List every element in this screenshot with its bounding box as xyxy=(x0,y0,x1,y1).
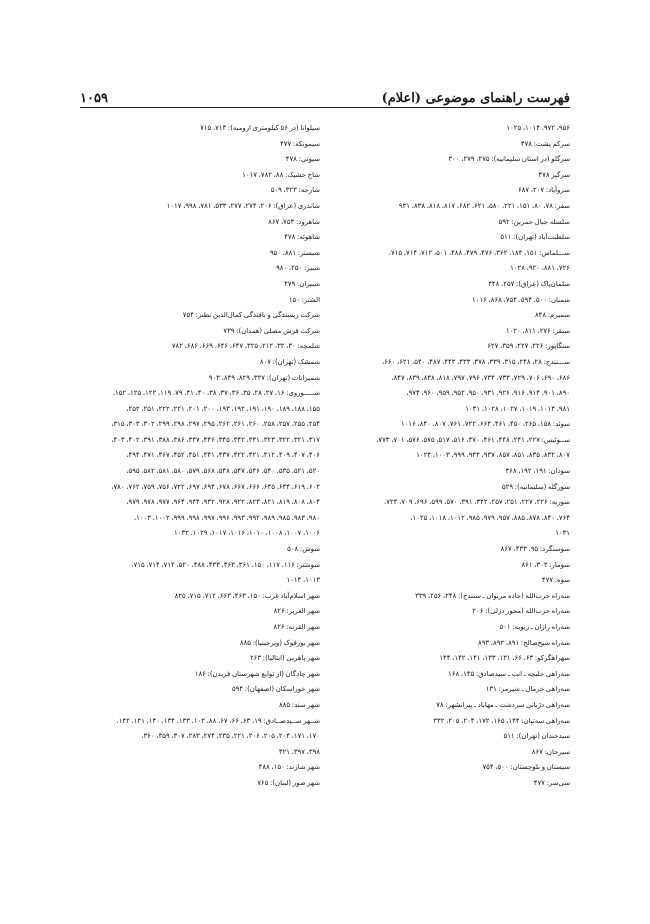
index-entry: سه‌راه حزب‌الله (محور دزلی): ۲۰۶ xyxy=(472,607,570,616)
index-entry: سه‌راهی حلبچه ـ انب ـ سیدصادق: ۱۴۵، ۱۶۸ xyxy=(448,669,570,678)
index-entry: ۸۰۴، ۸۰۸، ۸۱۹، ۸۲۱، ۸۲۳، ۹۲۲، ۹۲۸، ۹۳۲، ۹۴۴، ۹۶۴، ۹۷۷، ۹۷۸، ۹۷۹، xyxy=(126,498,320,507)
index-entry: سلطنت‌آباد (تهران): ۵۱۱ xyxy=(500,233,570,242)
index-entry: الشتر: ۱۵۰ xyxy=(288,295,320,304)
index-entry: سنقر: ۲۷۶، ۸۱۱، ۱۰۲۰ xyxy=(505,326,570,335)
index-entry: ۷۶۴، ۸۴۰، ۸۷۸، ۸۸۵، ۹۵۷، ۹۷۹، ۹۸۵، ۱۰۱۲، ۱۰۱۸، ۱۰۲۵، xyxy=(410,513,570,522)
index-entry: ۸۹۰، ۹۰۱، ۹۱۴، ۹۱۶، ۹۲۶، ۹۳۱، ۹۵۰، ۹۵۲، ۹۵۹، ۹۶۰، ۹۷۴، xyxy=(406,389,570,398)
index-entry: شمیرانات (تهران): ۳۲۷، ۸۲۹، ۸۴۹، ۹۰۳ xyxy=(208,373,320,382)
index-entry: ۴۰۶، ۴۰۷، ۴۰۹، ۴۱۲، ۴۲۱، ۴۲۲، ۴۳۷، ۴۴۱، ۴۵۱، ۴۵۲، ۴۶۷، ۴۷۱، ۴۹۴، xyxy=(126,451,320,460)
index-entry: سلمان‌پاک (عراق): ۲۵۷، ۴۴۸ xyxy=(488,279,570,288)
index-entry: شرکت ریسندگی و بافندگی کمال‌الدین نطنز: ۷۵۴ xyxy=(182,311,320,320)
index-entry: ۱۰۳۱ xyxy=(555,529,570,538)
index-entry: سه‌راه رازان ـ زیویه: ۵۰۱ xyxy=(499,623,570,631)
index-entry: سیرجان: ۸۶۷ xyxy=(531,747,570,756)
index-entry: شهر خوراسکان (اصفهان): ۵۹۴ xyxy=(231,685,320,694)
index-entry: شبیر: ۲۵۰، ۹۸۰ xyxy=(276,264,320,273)
index-entry: سیمونکه: ۴۷۷ xyxy=(280,139,320,148)
index-entry: شبیران: ۴۷۹ xyxy=(284,279,320,288)
index-entry: شاخ خشیک: ۸۸، ۷۸۲، ۱۰۱۷ xyxy=(242,170,320,179)
index-entry: سروآباد: ۲۰۷، ۶۸۷ xyxy=(517,186,570,195)
index-entry: سوسنگرد: ۹۵، ۴۳۳، ۸۶۷ xyxy=(500,545,570,554)
index-entry: ۵۲۰، ۵۲۱، ۵۳۵، ۵۴۰، ۵۴۶، ۵۴۷، ۵۴۸، ۵۶۸، ۵۷۹، ۵۸۰، ۵۸۱، ۵۸۲، ۵۹۵، xyxy=(126,467,320,476)
index-entry: شمشک (تهران): ۸۰۷ xyxy=(259,357,320,366)
index-entry: ۶۸۶، ۶۹۰، ۷۰۶، ۷۲۹، ۷۳۳، ۷۳۴، ۷۹۶، ۷۹۷، ۸۱۸، ۸۳۸، ۸۳۹، ۸۴۷، xyxy=(391,373,570,382)
index-entry: سرکم پشت: ۴۷۸ xyxy=(520,139,570,148)
index-entry: ۷۲۶، ۸۸۱، ۹۲۰، ۱۰۲۸ xyxy=(510,264,570,273)
page-title: فهرست راهنمای موضوعی (اعلام) xyxy=(381,91,570,106)
index-entry: سوریه: ۲۲۶، ۲۲۷، ۲۵۱، ۲۵۷، ۳۴۲، ۳۹۱، ۵۷۰، ۵۹۹، ۶۹۶، ۷۰۹، ۷۲۴، xyxy=(384,498,570,507)
index-entry: سلسله جبال حمرین: ۵۹۲ xyxy=(498,217,570,226)
index-entry: ســـنندج: ۲۸، ۲۴۸، ۳۱۵، ۳۳۹، ۳۷۸، ۴۳۳، ۴۴۳، ۴۸۷، ۵۴۰، ۶۲۱، ۶۶۰، xyxy=(381,357,570,366)
index-entry: ۸۰۷، ۸۳۲، ۸۳۵، ۸۵۱، ۸۵۷، ۹۳۷، ۹۴۴، ۹۹۹، ۱۰۰۳، ۱۰۲۴ xyxy=(416,451,570,460)
index-entry: شهر صور (لبنان): ۷۶۵ xyxy=(257,778,320,787)
index-entry: شاهرود: ۷۵۴، ۸۶۷ xyxy=(268,217,320,226)
index-entry: سه‌راه شیخ‌صالح: ۸۹۱، ۸۹۲، ۸۹۳ xyxy=(478,638,570,647)
index-entry: سنگاپور: ۲۲۶، ۲۲۷، ۳۵۹، ۶۲۷ xyxy=(487,342,570,351)
index-entry: ۹۸۱، ۱۰۱۴، ۱۰۱۹، ۱۰۲۷، ۱۰۲۸، ۱۰۳۱ xyxy=(465,404,570,413)
index-entry: ســـلماس: ۱۵۱، ۱۸۴، ۳۶۲، ۴۷۶، ۴۷۹، ۴۸۸، ۵۰۱، ۷۱۲، ۷۱۴، ۷۱۵، xyxy=(388,248,570,257)
page-number: ۱۰۵۹ xyxy=(80,91,108,106)
index-entry: سودان: ۱۹۱، ۱۹۲، ۴۶۸ xyxy=(505,467,570,476)
index-entry: ۲۵۴، ۲۵۵، ۲۵۷، ۲۵۸، ۲۶۰، ۲۶۱، ۲۶۲، ۲۹۵، ۲۹۷، ۲۹۸، ۲۹۹، ۳۰۲، ۳۰۳، ۳۱۵، xyxy=(111,420,320,429)
index-entry: شهر اسلام‌آباد غرب: ۱۵۰، ۴۶۳، ۶۶۳، ۷۱۲، ۷۱۵، ۸۲۵ xyxy=(174,591,320,600)
index-entry: سی‌سر: ۴۷۷ xyxy=(533,778,570,787)
index-column-right xyxy=(330,121,570,792)
index-entry: شوشتر: ۱۱۶، ۱۱۷، ۱۵۰، ۳۶۱، ۳۶۳، ۴۳۳، ۴۸۸، ۵۲۰، ۷۱۲، ۷۱۴، ۷۱۵، xyxy=(131,560,320,569)
index-entry: شوش: ۵۰۸ xyxy=(287,545,320,554)
index-entry: شهر پاهریی (ایتالیا): ۲۶۳ xyxy=(249,654,320,663)
page-header xyxy=(80,84,570,106)
index-entry: شـــــوروی: ۱۶، ۲۷، ۲۸، ۳۵، ۳۶، ۳۷، ۳۸، ۴۰، ۴۱، ۷۹، ۱۱۹، ۱۲۲، ۱۲۵، ۱۵۲، xyxy=(112,389,320,398)
index-entry: شاهوئه: ۴۷۸ xyxy=(284,233,320,242)
index-entry: سومار: ۳۰۳، ۸۶۱ xyxy=(521,560,570,569)
index-entry: سمیرم: ۸۴۸ xyxy=(534,311,570,320)
index-entry: شــهر ســیدصــادق: ۱۹، ۶۳، ۶۶، ۶۷، ۸۸، ۱۰۲، ۱۳۳، ۱۳۴، ۱۴۰، ۱۴۱، ۱۴۲، xyxy=(116,716,320,725)
index-entry: سیونی: ۴۷۸ xyxy=(285,155,320,164)
index-entry: سیدخندان (تهران): ۵۱۱ xyxy=(503,732,570,741)
index-entry: ۱۰۱۳، ۱۰۱۴ xyxy=(286,576,320,585)
index-entry: شهر بورفوک (ویرجینیا): ۸۸۵ xyxy=(239,638,320,647)
index-entry: سه‌راهی سه‌تپان: ۱۴۴، ۱۶۵، ۱۷۲، ۲۰۴، ۲۰۵، ۳۳۲ xyxy=(433,716,570,725)
index-entry: سرگلو (در استان سلیمانیه): ۲۷۵، ۲۷۹، ۳۰۰ xyxy=(448,155,570,164)
index-entry: شهر چادگان (از توابع شهرستان فریدن): ۱۸۶ xyxy=(194,669,320,678)
header-rule xyxy=(80,107,570,108)
index-entry: سمنان: ۵۰۰، ۵۹۴، ۷۵۴، ۸۶۸، ۱۰۱۶ xyxy=(472,295,570,304)
index-entry: شلمچه: ۳۰، ۳۲، ۲۱۲، ۳۲۵، ۶۴۷، ۶۴۶، ۶۶۹، ۶۸۶، ۷۸۲ xyxy=(171,342,320,351)
index-entry: سوئد: ۱۵۸، ۲۶۵، ۴۵۰، ۴۶۱، ۶۶۴، ۷۲۲، ۷۶۱، ۸۰۷، ۸۴۰، ۱۰۱۶ xyxy=(401,420,570,429)
index-entry: شارجه: ۳۲۳، ۵۰۹ xyxy=(270,186,320,195)
index-entry: ۱۷۰، ۱۷۱، ۲۰۴، ۲۰۵، ۲۰۶، ۲۲۱، ۲۳۵، ۲۷۴، ۲۸۳، ۳۰۷، ۳۵۹، ۳۶۰، xyxy=(141,732,320,741)
index-entry: شهر سند: ۸۸۵ xyxy=(278,700,320,709)
index-column-left xyxy=(80,121,320,792)
index-entry: ۹۵۶، ۹۷۲، ۱۰۱۴، ۱۰۲۵ xyxy=(506,124,570,132)
index-entry: شهر القرنه: ۸۲۶ xyxy=(273,623,320,631)
index-entry: ۱۰۰۶، ۱۰۰۷، ۱۰۰۸، ۱۰۱۰، ۱۰۱۶، ۱۰۱۷، ۱۰۲۹، ۱۰۳۲ xyxy=(174,529,320,538)
index-entry: ۳۱۷، ۳۲۱، ۳۲۲، ۳۲۳، ۳۴۱، ۳۴۲، ۳۴۵، ۳۴۶، ۳۴۷، ۳۸۶، ۳۸۸، ۳۹۱، ۴۰۲، ۴۰۳، xyxy=(111,435,320,444)
index-entry: ۹۸۰، ۹۸۳، ۹۸۵، ۹۸۹، ۹۹۲، ۹۹۳، ۹۹۶، ۹۹۷، ۹۹۸، ۹۹۹، ۱۰۰۲، ۱۰۰۳، xyxy=(133,513,320,522)
index-entry: شبستر: ۸۸۱، ۹۵۰ xyxy=(269,248,320,257)
index-entry: سیلوانا (در ۵۶ کیلومتری ارومیه): ۷۱۴، ۷۱۵ xyxy=(200,124,320,132)
index-entry: سقز: ۷۸، ۸۰، ۱۵۱، ۲۲۱، ۵۸۰، ۶۲۱، ۶۸۲، ۸۱۷، ۸۱۸، ۸۳۸، ۹۳۱ xyxy=(398,201,570,210)
index-entry: سه‌راه حزب‌الله (جاده مریوان ـ سنندج): ۲۴۸، ۲۵۶، ۳۳۹ xyxy=(415,591,570,600)
index-entry: ســوئیس: ۲۲۷، ۲۴۱، ۴۴۸، ۴۶۱، ۴۷۰، ۵۱۶، ۵۱۷، ۵۷۵، ۵۷۶، ۷۰۱، ۷۷۳، xyxy=(376,435,570,444)
index-entry: سوه: ۴۷۷ xyxy=(541,576,570,585)
index-entry: ۱۵۵، ۱۸۸، ۱۸۹، ۱۹۰، ۱۹۱، ۱۹۲، ۱۹۳، ۲۰۰، ۲۰۱، ۲۲۱، ۲۲۲، ۲۵۱، ۲۵۲، xyxy=(126,404,320,413)
index-entry: ۶۰۲، ۶۱۹، ۶۳۴، ۶۴۵، ۶۶۶، ۶۶۷، ۶۷۸، ۶۹۴، ۶۹۷، ۷۲۲، ۷۵۶، ۷۵۹، ۷۶۲، ۷۸۰، xyxy=(111,482,320,491)
index-entry: شهر شازند: ۱۵۰، ۴۸۸ xyxy=(258,763,320,772)
index-entry: شهر الغریز: ۸۲۶ xyxy=(273,607,320,616)
index-entry: شاندری (عراق): ۲۰۶، ۲۷۴، ۲۷۷، ۵۳۳، ۷۸۱، ۹۹۸، ۱۰۱۷ xyxy=(166,201,320,210)
index-entry: شرکت فرش مصلی (همدان): ۷۳۹ xyxy=(223,326,320,335)
index-entry: سورگله (سلیمانیه): ۵۲۹ xyxy=(501,482,570,491)
index-entry: سیستان و بلوچستان: ۵۰۰، ۷۵۴ xyxy=(482,763,570,772)
index-entry: سهراهگرکو: ۶۳، ۶۶، ۱۳۱، ۱۳۳، ۱۴۱، ۱۴۲، ۱۴۴ xyxy=(439,654,570,663)
index-entry: سه‌راهی خرمال ـ شیرمز: ۱۳۱ xyxy=(485,685,570,694)
index-entry: سه‌راهی دژبانی سردشت ـ مهاباد ـ پیرانشهر: ۷۸ xyxy=(436,700,570,709)
index-entry: ۳۹۸، ۳۹۷، ۴۲۱ xyxy=(278,747,320,756)
index-entry: سرگیز ۴۷۸ xyxy=(538,170,570,179)
